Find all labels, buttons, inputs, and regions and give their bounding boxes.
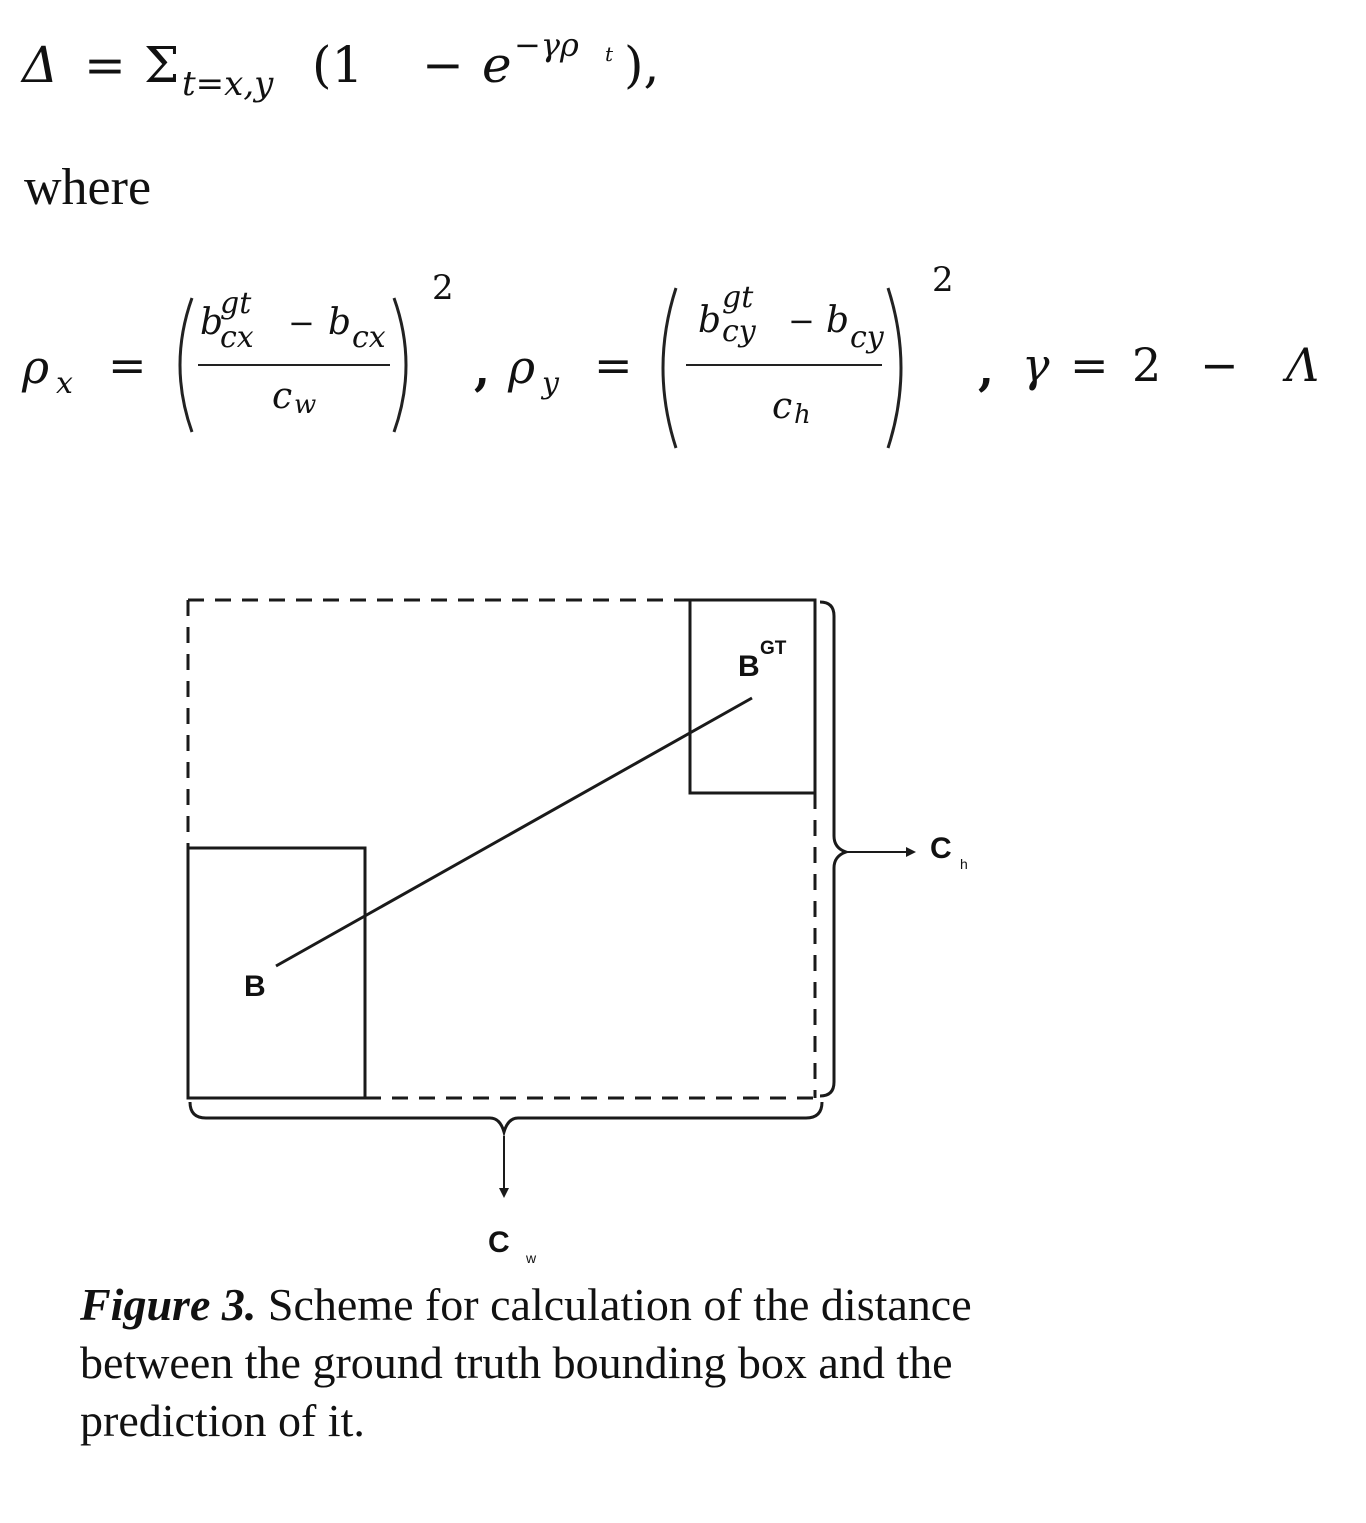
rho-x-symbol: ρ <box>22 340 50 394</box>
rho-x-num-minus: − <box>288 304 315 342</box>
predicted-box <box>188 848 365 1098</box>
rho-x-num-sub2: cx <box>352 320 386 355</box>
eq1-exponent: −γρ <box>514 26 579 64</box>
rho-y-subscript: y <box>542 366 559 401</box>
gamma-rhs: Λ <box>1286 338 1320 392</box>
where-text: where <box>24 159 152 216</box>
rho-y-power: 2 <box>932 260 954 300</box>
eq1-equals: = <box>84 36 126 94</box>
eq1-close: ), <box>624 36 660 94</box>
rho-x-num-sup: gt <box>220 286 252 321</box>
height-brace <box>820 602 846 1096</box>
rho-x-power: 2 <box>432 268 454 308</box>
rho-x-num-b: b <box>200 302 224 343</box>
label-ground-truth-sup: GT <box>760 638 787 659</box>
rho-x-num-sub: cx <box>220 320 254 355</box>
rho-y-den-sub: h <box>794 400 811 430</box>
width-arrow-head <box>499 1188 509 1198</box>
label-ch-sub: h <box>960 856 968 872</box>
figure-caption <box>80 1276 1030 1450</box>
gamma-minus: − <box>1200 338 1239 392</box>
caption-text: Scheme for calculation of the distance between the ground truth bounding box and the prediction of it. <box>80 1279 972 1446</box>
width-brace <box>190 1102 822 1132</box>
eq1-sum-symbol: Σ <box>144 36 180 94</box>
figure-label: Figure 3. <box>80 1279 257 1330</box>
gamma-two: 2 <box>1132 338 1162 392</box>
height-arrow-head <box>906 847 916 857</box>
eq1-exponent-subscript: t <box>605 42 614 66</box>
rho-x-den-c: c <box>272 376 293 417</box>
rho-y-num-sub2: cy <box>850 320 884 355</box>
separator-2: , <box>978 342 995 396</box>
eq1-open: (1 <box>312 36 364 94</box>
gamma-symbol: γ <box>1022 338 1050 392</box>
label-ground-truth-b: B <box>738 650 760 683</box>
center-distance-line <box>276 698 752 966</box>
rho-y-den-c: c <box>772 386 793 427</box>
eq1-base: e <box>482 36 512 94</box>
rho-y-symbol: ρ <box>508 340 536 394</box>
rho-x-equals: = <box>108 338 147 392</box>
gamma-equals: = <box>1070 338 1109 392</box>
ground-truth-box <box>690 600 815 793</box>
eq1-lhs: Δ <box>22 36 59 94</box>
eq1-minus: − <box>422 36 464 94</box>
label-predicted-b: B <box>244 970 266 1003</box>
rho-x-num-b2: b <box>328 302 352 343</box>
rho-x-subscript: x <box>56 366 73 401</box>
label-cw: C <box>488 1226 510 1259</box>
rho-x-den-sub: w <box>294 390 317 420</box>
rho-y-num-sub: cy <box>722 314 756 349</box>
separator-1: , <box>474 342 491 396</box>
label-ch: C <box>930 832 952 865</box>
eq1-sum-subscript: t=x,y <box>182 64 274 104</box>
label-cw-sub: w <box>526 1250 537 1266</box>
rho-y-num-b2: b <box>826 300 850 341</box>
rho-y-num-b: b <box>698 300 722 341</box>
rho-y-num-sup: gt <box>722 280 754 315</box>
rho-y-equals: = <box>594 338 633 392</box>
rho-y-num-minus: − <box>788 302 815 340</box>
